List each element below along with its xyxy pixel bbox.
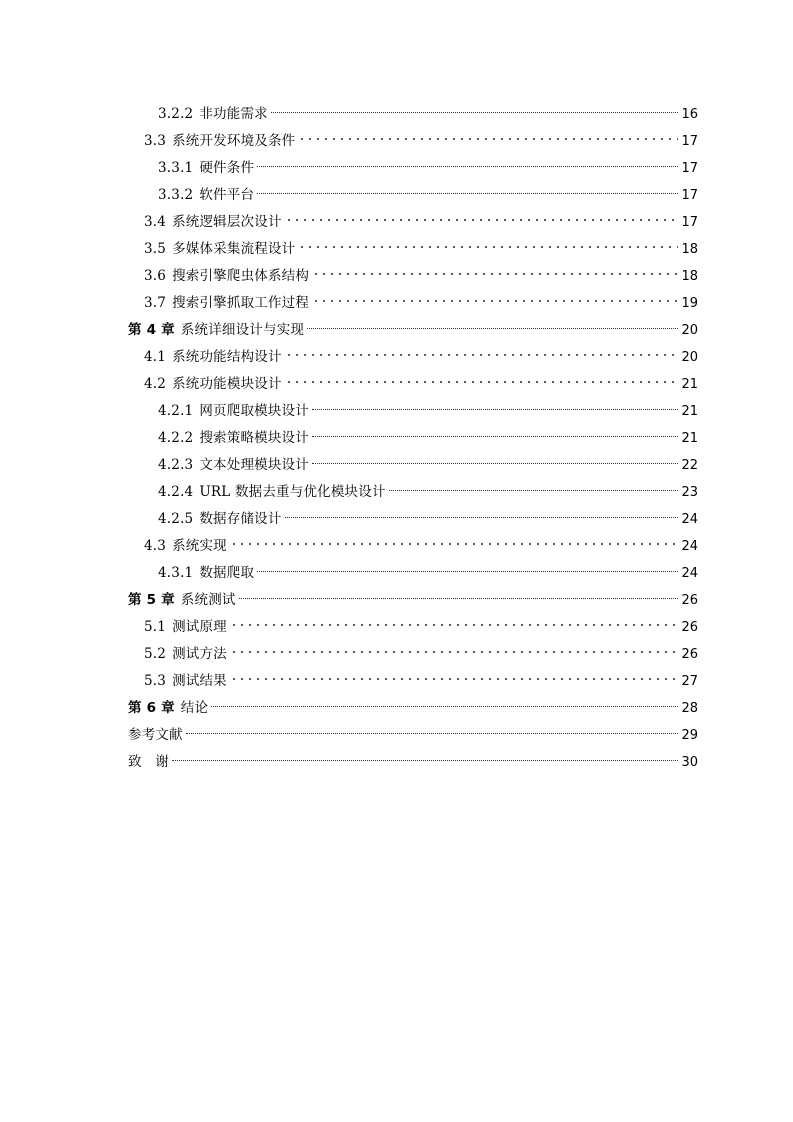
toc-entry-label <box>158 103 268 125</box>
toc-page-number: 21 <box>681 404 698 419</box>
toc-entry-label <box>128 589 236 611</box>
toc-dot-leader <box>230 663 679 685</box>
toc-page-number: 28 <box>681 701 698 716</box>
toc-page-number: 20 <box>681 350 698 365</box>
toc-entry-number: 4.3.1 <box>158 565 194 581</box>
toc-dot-leader <box>285 501 679 523</box>
toc-entry-title: 搜索引擎抓取工作过程 <box>172 295 310 311</box>
toc-entry[interactable] <box>128 690 698 716</box>
toc-entry[interactable] <box>144 339 698 365</box>
toc-dot-leader <box>298 231 678 253</box>
toc-page-number: 26 <box>681 620 698 635</box>
toc-entry[interactable] <box>158 393 698 419</box>
toc-entry[interactable] <box>128 312 698 338</box>
toc-dot-leader <box>172 744 678 766</box>
toc-entry-title: 参考文献 <box>128 727 183 743</box>
toc-page-number: 24 <box>681 566 698 581</box>
toc-entry-number: 4.2.5 <box>158 511 194 527</box>
toc-entry-number: 3.5 <box>144 241 167 257</box>
toc-entry-number: 4.1 <box>144 349 167 365</box>
toc-page-number: 21 <box>681 377 698 392</box>
toc-entry[interactable] <box>144 609 698 635</box>
toc-entry-title: 硬件条件 <box>199 160 255 176</box>
toc-entry-number: 5.2 <box>144 646 167 662</box>
toc-entry-label <box>158 508 282 530</box>
toc-entry-number: 第 6 章 <box>128 700 175 716</box>
toc-entry-title: 文本处理模块设计 <box>199 457 309 473</box>
toc-entry[interactable] <box>144 231 698 257</box>
toc-entry[interactable] <box>144 366 698 392</box>
toc-dot-leader <box>312 393 678 415</box>
toc-entry-number: 4.2.3 <box>158 457 194 473</box>
toc-page-number: 21 <box>681 431 698 446</box>
toc-entry-title: 数据爬取 <box>199 565 255 581</box>
toc-page-number: 19 <box>681 296 698 311</box>
toc-entry[interactable] <box>158 501 698 527</box>
toc-page-number: 17 <box>681 161 698 176</box>
toc-entry[interactable] <box>158 420 698 446</box>
toc-entry-label <box>144 265 309 287</box>
toc-entry-title: 致 谢 <box>128 754 170 770</box>
toc-entry-title: 系统功能模块设计 <box>172 376 282 392</box>
toc-entry-number: 3.6 <box>144 268 167 284</box>
toc-entry-label <box>158 400 309 422</box>
toc-entry-title: 系统实现 <box>172 538 227 554</box>
toc-dot-leader <box>312 258 678 280</box>
toc-dot-leader <box>312 420 678 442</box>
toc-page-number: 18 <box>681 242 698 257</box>
toc-entry-title: 数据存储设计 <box>199 511 282 527</box>
toc-entry-number: 5.3 <box>144 673 167 689</box>
toc-entry-number: 3.3 <box>144 133 167 149</box>
toc-dot-leader <box>285 204 679 226</box>
toc-page-number: 27 <box>681 674 698 689</box>
toc-page-number: 26 <box>681 647 698 662</box>
toc-entry-title: 搜索引擎爬虫体系结构 <box>172 268 310 284</box>
toc-page-number: 22 <box>681 458 698 473</box>
toc-dot-leader <box>257 555 678 577</box>
toc-entry-label <box>158 157 254 179</box>
toc-entry-label <box>144 643 227 665</box>
toc-dot-leader <box>230 528 679 550</box>
toc-dot-leader <box>230 609 679 631</box>
toc-entry-label <box>144 616 227 638</box>
toc-page-number: 24 <box>681 512 698 527</box>
toc-entry-label <box>158 562 254 584</box>
toc-entry-number: 3.3.1 <box>158 160 194 176</box>
toc-entry-label <box>144 670 227 692</box>
toc-entry-number: 4.3 <box>144 538 167 554</box>
toc-dot-leader <box>211 690 678 712</box>
toc-entry-number: 4.2.2 <box>158 430 194 446</box>
toc-page-number: 24 <box>681 539 698 554</box>
toc-entry[interactable] <box>144 663 698 689</box>
toc-entry-number: 3.2.2 <box>158 106 194 122</box>
toc-dot-leader <box>271 96 679 118</box>
toc-entry-label <box>144 535 227 557</box>
toc-dot-leader <box>257 150 678 172</box>
toc-page-number: 26 <box>681 593 698 608</box>
toc-entry-title: 软件平台 <box>199 187 255 203</box>
toc-entry-title: 系统逻辑层次设计 <box>172 214 282 230</box>
toc-page-number: 16 <box>681 107 698 122</box>
toc-entry-label <box>128 319 304 341</box>
toc-dot-leader <box>230 636 679 658</box>
toc-entry-number: 4.2 <box>144 376 167 392</box>
toc-entry[interactable] <box>158 150 698 176</box>
toc-page-number: 17 <box>681 215 698 230</box>
toc-entry[interactable] <box>144 636 698 662</box>
toc-entry-title: 多媒体采集流程设计 <box>172 241 296 257</box>
toc-entry-title: 测试原理 <box>172 619 227 635</box>
toc-entry-title: 非功能需求 <box>199 106 268 122</box>
toc-page-number: 18 <box>681 269 698 284</box>
toc-entry-title: 测试结果 <box>172 673 227 689</box>
toc-entry[interactable] <box>144 123 698 149</box>
toc-entry-label <box>128 697 208 719</box>
toc-entry-label <box>144 373 282 395</box>
toc-page-number: 17 <box>681 134 698 149</box>
toc-entry-title: 结论 <box>180 700 209 716</box>
toc-entry[interactable] <box>158 555 698 581</box>
toc-entry[interactable] <box>128 744 698 770</box>
toc-page-number: 29 <box>681 728 698 743</box>
toc-entry[interactable] <box>144 204 698 230</box>
toc-dot-leader <box>257 177 678 199</box>
toc-entry-number: 第 4 章 <box>128 322 175 338</box>
toc-entry-label <box>158 427 309 449</box>
toc-entry-title: 测试方法 <box>172 646 227 662</box>
toc-entry-title: URL 数据去重与优化模块设计 <box>199 484 386 500</box>
toc-page-number: 20 <box>681 323 698 338</box>
toc-dot-leader <box>239 582 679 604</box>
toc-entry-label <box>128 751 169 773</box>
toc-entry[interactable] <box>158 474 698 500</box>
toc-entry-label <box>158 454 309 476</box>
toc-entry-label <box>128 724 183 746</box>
toc-entry-title: 系统测试 <box>180 592 236 608</box>
toc-entry-label <box>144 130 295 152</box>
toc-dot-leader <box>312 447 678 469</box>
toc-entry-number: 3.3.2 <box>158 187 194 203</box>
toc-entry[interactable] <box>128 582 698 608</box>
toc-entry[interactable] <box>144 528 698 554</box>
toc-entry-number: 4.2.1 <box>158 403 194 419</box>
toc-entry[interactable] <box>158 96 698 122</box>
toc-entry-title: 系统功能结构设计 <box>172 349 282 365</box>
toc-entry-number: 4.2.4 <box>158 484 194 500</box>
toc-entry-number: 第 5 章 <box>128 592 175 608</box>
toc-entry-label <box>144 211 282 233</box>
toc-dot-leader <box>389 474 679 496</box>
toc-entry-number: 5.1 <box>144 619 167 635</box>
toc-entry-title: 搜索策略模块设计 <box>199 430 309 446</box>
toc-entry-label <box>158 184 254 206</box>
toc-entry-label <box>144 346 282 368</box>
toc-entry-title: 网页爬取模块设计 <box>199 403 309 419</box>
toc-entry[interactable] <box>158 177 698 203</box>
toc-entry-title: 系统详细设计与实现 <box>180 322 305 338</box>
toc-dot-leader <box>285 339 679 361</box>
toc-entry[interactable] <box>158 447 698 473</box>
toc-page-number: 30 <box>681 755 698 770</box>
toc-entry-number: 3.7 <box>144 295 167 311</box>
toc-entry-label <box>144 292 309 314</box>
toc-page-number: 23 <box>681 485 698 500</box>
toc-entry-label <box>144 238 295 260</box>
toc-dot-leader <box>298 123 678 145</box>
toc-entry-label <box>158 481 386 503</box>
toc-entry[interactable] <box>144 258 698 284</box>
toc-entry-title: 系统开发环境及条件 <box>172 133 296 149</box>
toc-entry[interactable] <box>128 717 698 743</box>
toc-dot-leader <box>307 312 678 334</box>
toc-page-number: 17 <box>681 188 698 203</box>
toc-dot-leader <box>186 717 679 739</box>
toc-entry[interactable] <box>144 285 698 311</box>
toc-dot-leader <box>285 366 679 388</box>
toc-dot-leader <box>312 285 678 307</box>
toc-entry-number: 3.4 <box>144 214 167 230</box>
